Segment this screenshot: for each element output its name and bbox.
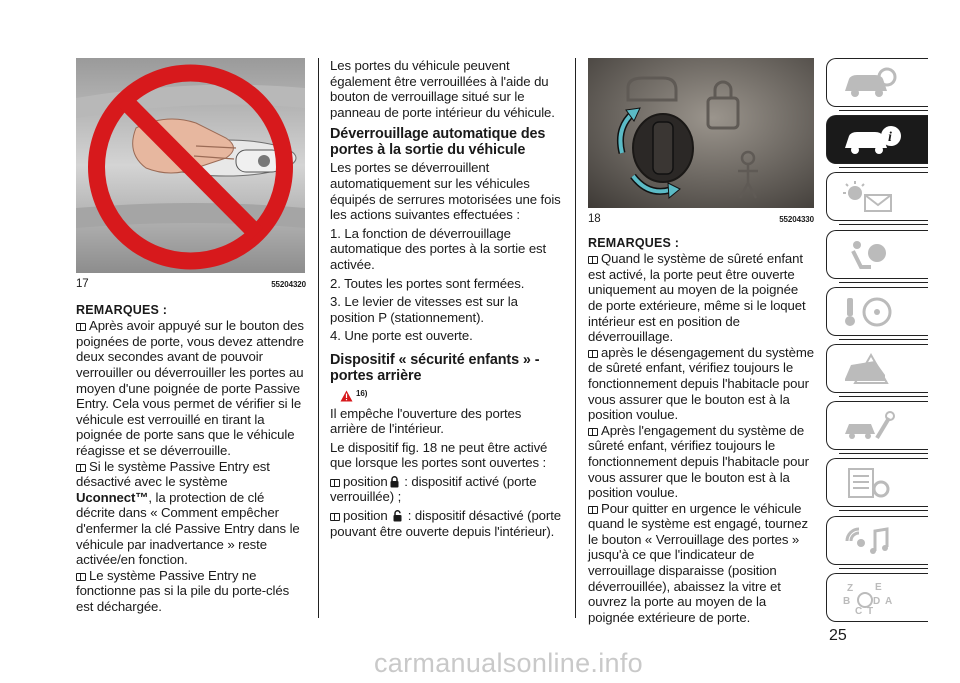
child-lock-switch-image xyxy=(588,58,814,208)
book-icon xyxy=(330,479,340,487)
chapter-tabs xyxy=(826,58,928,630)
step-3: 3. Le levier de vitesses est sur la position P (stationnement). xyxy=(330,294,518,325)
note-2: Si le système Passive Entry est désactivé avec le système Uconnect™, la protection de clé décrite dans « Comment empêcher d'enfermer la clé Passive Entry dans le véhicule par inadvertance » reste activée/en fonction. xyxy=(76,458,300,568)
tab-lights-messages[interactable] xyxy=(826,172,928,221)
figure-code: 55204330 xyxy=(779,215,814,224)
index-letter: A xyxy=(885,595,893,607)
column-left xyxy=(76,58,306,614)
figure-code: 55204320 xyxy=(271,280,306,289)
hazard-warning-icon xyxy=(841,351,901,387)
watermark[interactable]: carmanualsonline.info xyxy=(374,648,643,678)
warning-reference xyxy=(340,386,562,402)
index-letter: T xyxy=(867,605,874,616)
index-letter: E xyxy=(875,581,882,593)
column-right xyxy=(588,58,814,625)
column-middle xyxy=(330,58,562,539)
figure-17 xyxy=(76,58,305,273)
technical-data-icon xyxy=(841,465,901,501)
car-dashboard-icon xyxy=(841,65,901,101)
tab-technical-data[interactable] xyxy=(826,458,928,507)
figure-number: 17 xyxy=(76,278,89,290)
intro-paragraph: Les portes du véhicule peuvent également être verrouillées à l'aide du bouton de verrouillage situé sur le panneau de porte intérieur du véhicule. xyxy=(330,58,555,120)
tab-safety[interactable] xyxy=(826,230,928,279)
child-lock-paragraph: Il empêche l'ouverture des portes arrière de l'intérieur. xyxy=(330,405,522,437)
book-icon xyxy=(330,513,340,521)
book-icon xyxy=(588,506,598,514)
note-1: Après avoir appuyé sur le bouton des poignées de porte, vous devez attendre deux secondes avant de pouvoir verrouiller ou déverrouiller les portes au moyen d'une poignée de porte Passive Entry. Cela vous permet de vérifier si le véhicule est verrouillé en tirant la poignée de porte sans que le véhicule réagisse et se déverrouille. xyxy=(76,318,304,458)
auto-unlock-paragraph: Les portes se déverrouillent automatiquement sur les véhicules équipés de serrures motorisées une fois les actions suivantes effectuées : xyxy=(330,160,561,223)
index-letter: D xyxy=(873,595,881,607)
figure-number: 18 xyxy=(588,213,601,225)
door-handle-prohibited-image xyxy=(76,58,305,273)
step-4: 4. Une porte est ouverte. xyxy=(330,328,473,344)
figure-18-caption xyxy=(588,212,814,228)
tab-emergency[interactable] xyxy=(826,344,928,393)
figure-18 xyxy=(588,58,814,208)
heading-child-lock: Dispositif « sécurité enfants » - portes arrière xyxy=(330,351,540,384)
light-message-icon xyxy=(841,179,901,215)
page-number: 25 xyxy=(829,627,847,644)
airbag-seat-icon xyxy=(841,237,901,273)
uconnect-brand: Uconnect™ xyxy=(76,489,149,505)
book-icon xyxy=(76,464,86,472)
note-2: après le désengagement du système de sûreté enfant, vérifiez toujours le fonctionnement depuis l'habitacle pour vous assurer que le bouton est à la position voulue. xyxy=(588,344,814,423)
bullet-activated: position : dispositif activé (porte verrouillée) ; xyxy=(330,473,537,505)
remarks-title: REMARQUES : xyxy=(588,235,680,250)
tab-multimedia[interactable] xyxy=(826,516,928,565)
wrench-car-icon xyxy=(841,408,901,444)
unlocked-icon xyxy=(393,510,402,522)
svg-text:i: i xyxy=(888,130,892,146)
book-icon xyxy=(588,428,598,436)
multimedia-icon xyxy=(841,523,901,559)
book-icon xyxy=(588,350,598,358)
note-4: Pour quitter en urgence le véhicule quand le système est engagé, tournez le bouton « Verrouillage des portes » jusqu'à ce que l'indicateur de verrouillage disparaisse (position déverrouillée), abaissez la vitre et ouvrez la porte au moyen de la poignée extérieure de porte. xyxy=(588,500,809,625)
step-2: 2. Toutes les portes sont fermées. xyxy=(330,275,525,291)
tab-starting-driving[interactable] xyxy=(826,287,928,336)
column-divider-2 xyxy=(575,58,576,618)
heading-auto-unlock: Déverrouillage automatique des portes à la sortie du véhicule xyxy=(330,126,546,159)
bullet-deactivated: position : dispositif désactivé (porte pouvant être ouverte depuis l'intérieur). xyxy=(330,508,562,539)
book-icon xyxy=(76,323,86,331)
note-1: Quand le système de sûreté enfant est activé, la porte peut être ouverte uniquement au moyen de la poignée de porte extérieure, même si le loquet intérieur est en position de déverrouillage. xyxy=(588,251,806,345)
remarks-title: REMARQUES : xyxy=(76,302,168,317)
tab-index[interactable] xyxy=(826,573,928,622)
alphabetical-index-icon xyxy=(841,580,901,616)
note-3: Après l'engagement du système de sûreté enfant, vérifiez toujours le fonctionnement depuis l'habitacle pour vous assurer que le bouton est à la position voulue. xyxy=(588,422,809,501)
warning-icon xyxy=(340,390,353,402)
note-3: Le système Passive Entry ne fonctionne pas si la pile du porte-clés est déchargée. xyxy=(76,567,290,614)
index-letter: Z xyxy=(847,582,854,594)
book-icon xyxy=(588,256,598,264)
index-letter: B xyxy=(843,595,851,607)
tab-dashboard[interactable] xyxy=(826,58,928,107)
figure-17-caption xyxy=(76,277,306,293)
index-letter: C xyxy=(855,605,863,616)
book-icon xyxy=(76,573,86,581)
tab-maintenance[interactable] xyxy=(826,401,928,450)
tab-car-info[interactable] xyxy=(826,115,928,164)
child-lock-fig-paragraph: Le dispositif fig. 18 ne peut être activé que lorsque les portes sont ouvertes : xyxy=(330,439,548,471)
locked-icon xyxy=(390,476,399,488)
key-steering-wheel-icon xyxy=(841,294,901,330)
column-divider-1 xyxy=(318,58,319,618)
car-info-icon xyxy=(841,122,901,158)
step-1: 1. La fonction de déverrouillage automatique des portes à la sortie est activée. xyxy=(330,225,547,272)
warning-ref-number: 16) xyxy=(356,388,368,398)
